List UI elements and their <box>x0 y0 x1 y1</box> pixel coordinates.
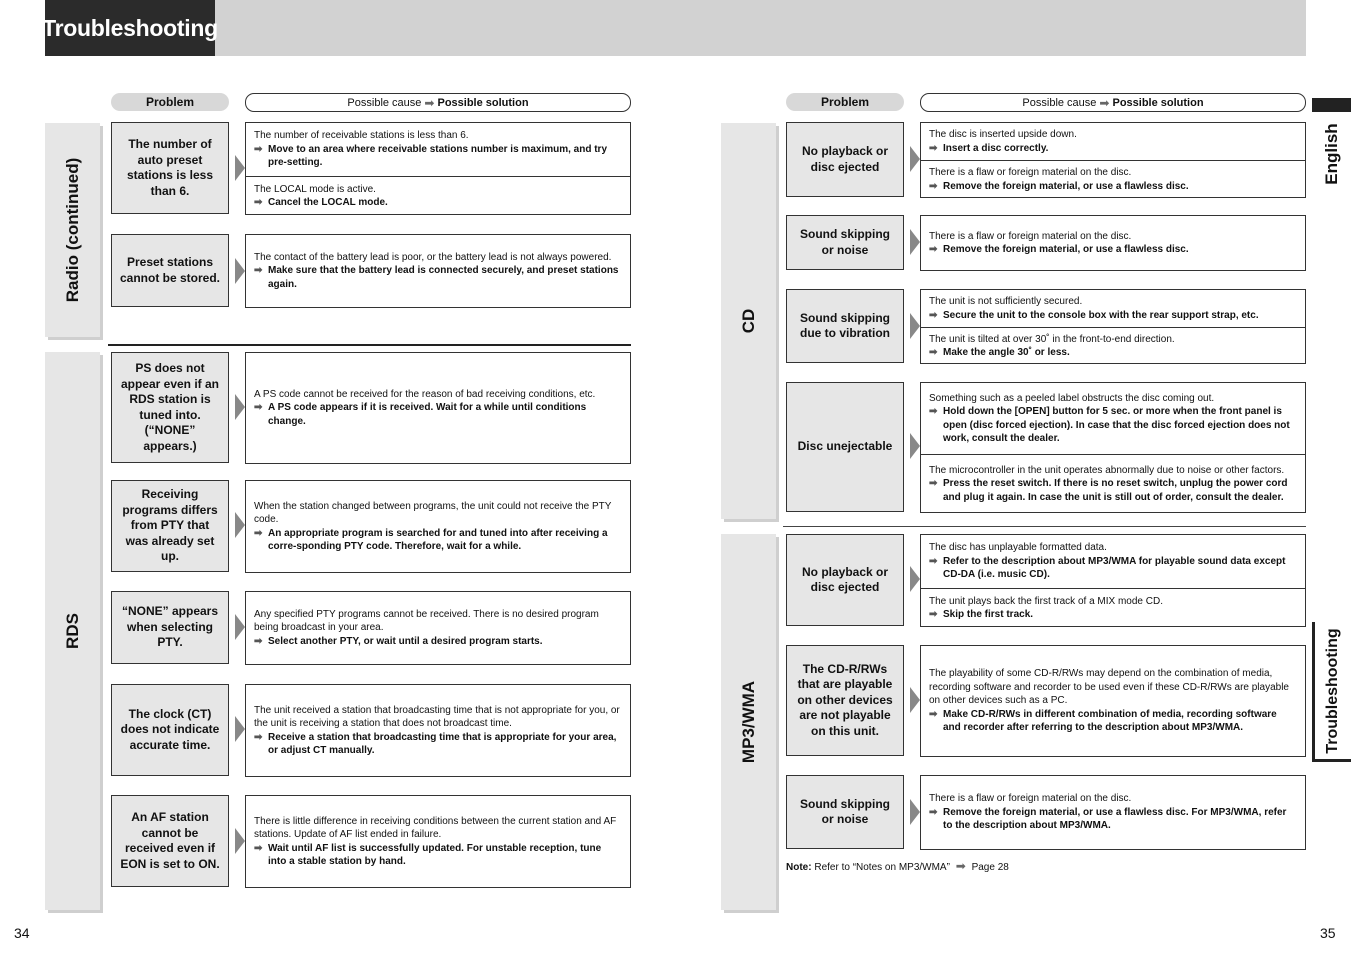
chapter-tab <box>1312 622 1351 762</box>
possible-cause: There is little difference in receiving conditions between the current station and AF stations. Update of AF list ended in failure. <box>254 815 617 840</box>
problem-column-header: Problem <box>111 93 229 111</box>
arrow-right-icon <box>910 313 920 339</box>
section-tab-mp3-wma <box>721 534 776 910</box>
arrow-right-icon <box>235 614 245 640</box>
possible-cause: There is a flaw or foreign material on the disc. <box>929 230 1132 242</box>
possible-solution: Make the angle 30˚ or less. <box>943 347 1070 358</box>
arrow-right-icon: ➡ <box>929 406 938 417</box>
tab-box <box>1312 112 1351 196</box>
arrow-right-icon: ➡ <box>254 402 263 414</box>
solution-cell <box>920 534 1306 627</box>
arrow-right-icon <box>235 258 245 284</box>
section-divider <box>783 526 1306 527</box>
arrow-right-icon: ➡ <box>929 806 938 818</box>
arrow-right-icon: ➡ <box>254 197 263 208</box>
arrow-right-icon <box>235 155 245 181</box>
note <box>786 859 1009 873</box>
arrow-right-icon <box>910 146 920 172</box>
possible-cause: The number of receivable stations is less than 6. <box>254 130 469 142</box>
solution-cell <box>920 289 1306 364</box>
page-title: Troubleshooting <box>45 0 215 56</box>
arrow-right-icon: ➡ <box>929 708 938 720</box>
possible-solution: An appropriate program is searched for and tuned into after receiving a corre-sponding PTY code. Therefore, wait for a while. <box>268 527 608 552</box>
possible-solution: Cancel the LOCAL mode. <box>268 197 388 208</box>
arrow-right-icon: ➡ <box>929 347 938 358</box>
cause-solution-row <box>921 646 1305 756</box>
cause-solution-column-header <box>245 93 631 112</box>
possible-solution: Remove the foreign material, or use a flawless disc. For MP3/WMA, refer to the description about MP3/WMA. <box>943 806 1287 832</box>
arrow-right-icon: ➡ <box>254 265 263 277</box>
arrow-right-icon: ➡ <box>929 309 938 321</box>
arrow-right-icon: ➡ <box>1099 95 1110 110</box>
cause-solution-row <box>921 454 1305 513</box>
possible-cause: The contact of the battery lead is poor, or the battery lead is not always powered. <box>254 251 612 263</box>
solution-cell <box>920 382 1306 513</box>
cause-solution-row <box>246 481 630 572</box>
header-bar <box>45 0 1306 56</box>
note-label: Note: <box>786 862 812 873</box>
possible-solution: Skip the first track. <box>943 609 1034 620</box>
possible-solution: Remove the foreign material, or use a flawless disc. <box>943 244 1189 255</box>
arrow-right-icon: ➡ <box>929 244 938 255</box>
possible-solution: Receive a station that broadcasting time that is appropriate for your area, or adjust CT manually. <box>268 731 617 756</box>
possible-cause: When the station changed between programs, the unit could not receive the PTY code. <box>254 500 612 525</box>
problem-cell: “NONE” appears when selecting PTY. <box>111 591 229 664</box>
section-label-mp3-wma: MP3/WMA <box>738 680 758 764</box>
possible-solution: Remove the foreign material, or use a flawless disc. <box>943 180 1189 192</box>
arrow-right-icon <box>235 512 245 538</box>
possible-cause: The playability of some CD-R/RWs may depend on the combination of media, recording software and recorder to be used even if these CD-R/RWs are playable on other devices such as a PC. <box>929 668 1289 707</box>
arrow-right-icon: ➡ <box>929 609 938 620</box>
cause-solution-row <box>246 796 630 887</box>
cause-solution-row <box>921 535 1305 588</box>
possible-solution: Press the reset switch. If there is no reset switch, unplug the power cord and plug it again. In case the unit is still out of order, consult the dealer. <box>943 478 1288 503</box>
arrow-right-icon: ➡ <box>254 527 263 539</box>
problem-column-header: Problem <box>786 93 904 111</box>
cause-solution-row <box>921 588 1305 627</box>
possible-solution: Make CD-R/RWs in different combination of media, recording software and recorder after referring to the description about MP3/WMA. <box>943 708 1277 734</box>
possible-solution: Secure the unit to the console box with the rear support strap, etc. <box>943 309 1259 321</box>
arrow-right-icon <box>235 394 245 420</box>
problem-cell: Sound skipping or noise <box>786 775 904 849</box>
solution-cell <box>245 795 631 888</box>
arrow-right-icon <box>235 828 245 854</box>
arrow-right-icon <box>910 687 920 713</box>
chapter-label: Troubleshooting <box>1324 627 1341 754</box>
arrow-right-icon: ➡ <box>929 555 938 567</box>
problem-cell: The CD-R/RWs that are playable on other devices are not playable on this unit. <box>786 645 904 756</box>
problem-cell: No playback or disc ejected <box>786 534 904 626</box>
note-page-reference[interactable]: Page 28 <box>971 862 1009 873</box>
cause-solution-column-header <box>920 93 1306 112</box>
possible-cause: The disc is inserted upside down. <box>929 129 1077 140</box>
cause-solution-row <box>921 123 1305 160</box>
section-tab-radio <box>45 123 100 337</box>
problem-cell: Receiving programs differs from PTY that was already set up. <box>111 480 229 572</box>
arrow-right-icon <box>910 566 920 592</box>
problem-cell: The number of auto preset stations is less than 6. <box>111 122 229 214</box>
page-number: 34 <box>14 925 30 941</box>
possible-cause: The disc has unplayable formatted data. <box>929 542 1107 554</box>
possible-cause: A PS code cannot be received for the reason of bad receiving conditions, etc. <box>254 388 596 400</box>
cause-solution-row <box>921 160 1305 198</box>
arrow-right-icon <box>910 433 920 459</box>
problem-cell: No playback or disc ejected <box>786 122 904 197</box>
solution-label: Possible solution <box>437 96 529 109</box>
possible-cause: There is a flaw or foreign material on the disc. <box>929 793 1132 805</box>
solution-cell <box>245 480 631 573</box>
possible-solution: Hold down the [OPEN] button for 5 sec. or more when the front panel is open (disc forced ejection). In case that the disc forced ejection does not work, consult the dealer. <box>943 406 1290 444</box>
possible-cause: The microcontroller in the unit operates abnormally due to noise or other factors. <box>929 464 1285 476</box>
possible-solution: Make sure that the battery lead is connected securely, and preset stations again. <box>268 265 619 290</box>
solution-cell <box>920 775 1306 850</box>
section-divider <box>108 344 631 346</box>
cause-solution-row <box>246 235 630 307</box>
arrow-right-icon: ➡ <box>929 142 938 154</box>
cause-solution-row <box>921 383 1305 454</box>
possible-solution: Move to an area where receivable stations number is maximum, and try pre-setting. <box>268 143 608 169</box>
possible-solution: Refer to the description about MP3/WMA for playable sound data except CD-DA (i.e. music CD). <box>943 555 1286 581</box>
problem-cell: Disc unejectable <box>786 382 904 512</box>
arrow-right-icon: ➡ <box>929 180 938 192</box>
solution-cell <box>920 122 1306 198</box>
solution-cell <box>920 645 1306 757</box>
cause-solution-row <box>246 176 630 215</box>
problem-cell: Sound skipping or noise <box>786 215 904 270</box>
problem-cell: PS does not appear even if an RDS station is tuned into. (“NONE” appears.) <box>111 352 229 463</box>
problem-cell: The clock (CT) does not indicate accurate time. <box>111 684 229 776</box>
solution-label: Possible solution <box>1112 96 1204 109</box>
possible-solution: Wait until AF list is successfully updated. For unstable reception, tune into a stable station by hand. <box>268 842 602 867</box>
cause-solution-row <box>246 123 630 176</box>
cause-solution-row <box>921 290 1305 327</box>
solution-cell <box>245 352 631 464</box>
language-tab <box>1312 98 1351 196</box>
arrow-right-icon: ➡ <box>254 635 263 647</box>
language-label: English <box>1321 123 1341 185</box>
problem-cell: An AF station cannot be received even if EON is set to ON. <box>111 795 229 887</box>
possible-cause: There is a flaw or foreign material on the disc. <box>929 167 1132 178</box>
problem-cell: Sound skipping due to vibration <box>786 289 904 363</box>
possible-solution: A PS code appears if it is received. Wait for a while until conditions change. <box>268 402 587 427</box>
arrow-right-icon: ➡ <box>955 859 966 873</box>
possible-solution: Select another PTY, or wait until a desired program starts. <box>268 635 543 647</box>
possible-cause: Any specified PTY programs cannot be received. There is no desired program being broadcast in your area. <box>254 608 599 634</box>
tab-bar <box>1312 98 1351 112</box>
cause-solution-row <box>246 685 630 776</box>
cause-label: Possible cause <box>347 96 422 109</box>
arrow-right-icon: ➡ <box>254 731 263 743</box>
possible-cause: Something such as a peeled label obstructs the disc coming out. <box>929 392 1215 404</box>
cause-solution-row <box>921 327 1305 364</box>
page-number: 35 <box>1320 925 1336 941</box>
solution-cell <box>245 684 631 777</box>
cause-solution-row <box>921 776 1305 849</box>
cause-label: Possible cause <box>1022 96 1097 109</box>
section-label-rds: RDS <box>62 613 82 649</box>
note-text: Refer to “Notes on MP3/WMA” <box>814 862 950 873</box>
section-label-radio: Radio (continued) <box>62 157 82 303</box>
cause-solution-row <box>921 216 1305 270</box>
section-tab-cd <box>721 123 776 519</box>
cause-solution-row <box>246 592 630 664</box>
possible-cause: The LOCAL mode is active. <box>254 183 376 195</box>
possible-cause: The unit is tilted at over 30˚ in the front-to-end direction. <box>929 333 1175 345</box>
solution-cell <box>245 234 631 308</box>
arrow-right-icon: ➡ <box>424 95 435 110</box>
solution-cell <box>920 215 1306 271</box>
arrow-right-icon <box>235 716 245 742</box>
arrow-right-icon: ➡ <box>929 478 938 490</box>
possible-cause: The unit is not sufficiently secured. <box>929 296 1083 307</box>
solution-cell <box>245 122 631 215</box>
arrow-right-icon <box>910 229 920 255</box>
possible-cause: The unit plays back the first track of a MIX mode CD. <box>929 595 1163 607</box>
section-label-cd: CD <box>738 308 758 334</box>
problem-cell: Preset stations cannot be stored. <box>111 234 229 307</box>
solution-cell <box>245 591 631 665</box>
possible-solution: Insert a disc correctly. <box>943 142 1049 154</box>
arrow-right-icon <box>910 799 920 825</box>
section-tab-rds <box>45 352 100 910</box>
arrow-right-icon: ➡ <box>254 842 263 854</box>
cause-solution-row <box>246 353 630 463</box>
possible-cause: The unit received a station that broadcasting time that is not appropriate for you, or the unit is receiving a station that does not broadcast time. <box>254 704 620 729</box>
arrow-right-icon: ➡ <box>254 143 263 155</box>
